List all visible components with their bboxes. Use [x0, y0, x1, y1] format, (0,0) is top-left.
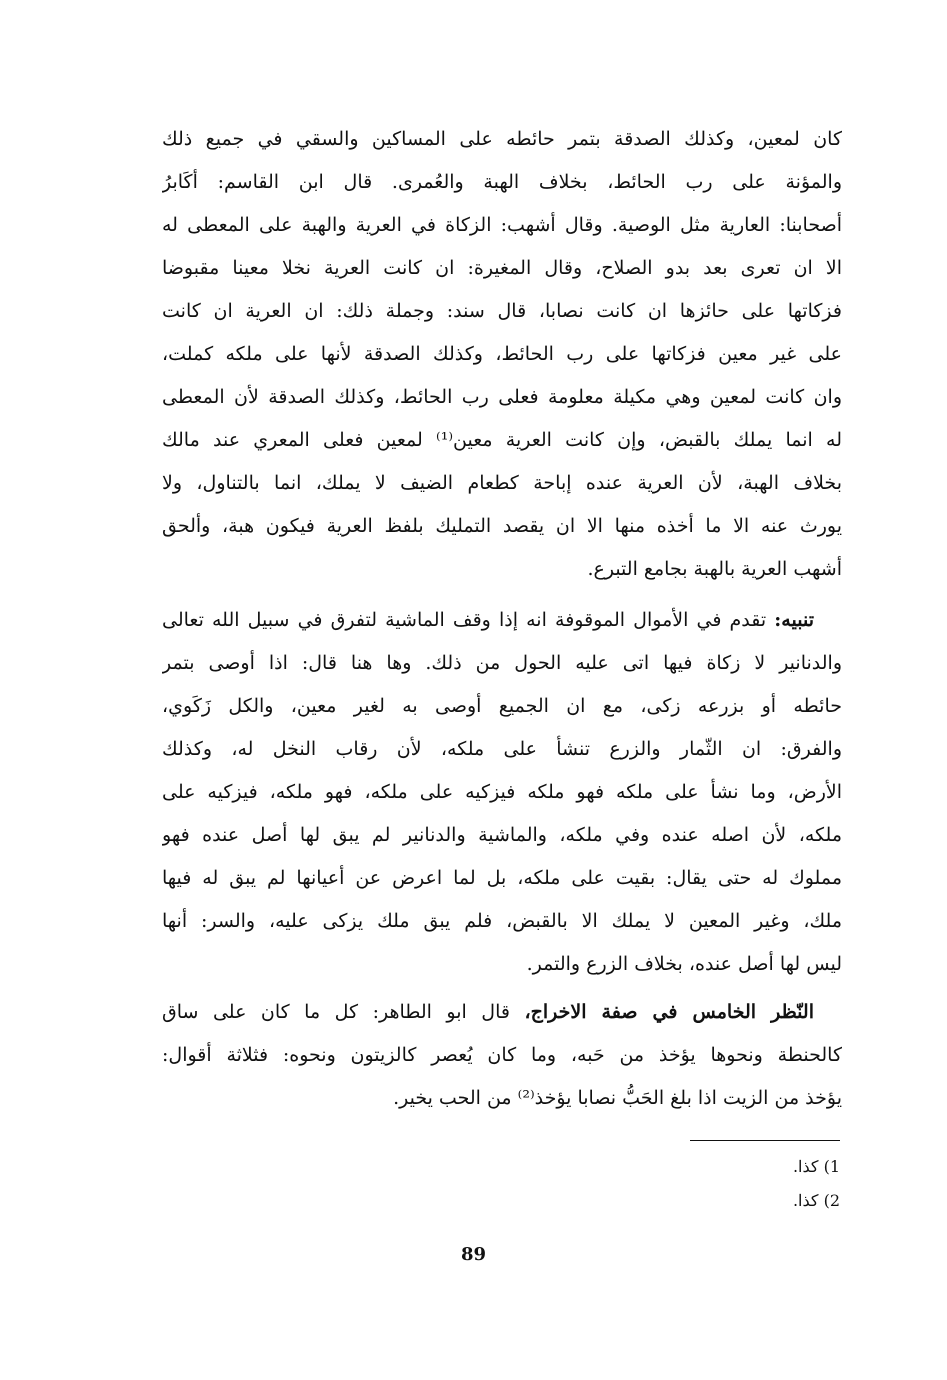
text-line	[162, 991, 842, 1034]
text-line: يورث عنه الا ما أخذه منها الا ان يقصد التمليك بلفظ العرية فيكون هبة، وألحق	[162, 515, 842, 537]
paragraph-2	[162, 599, 842, 986]
footnote-divider	[690, 1140, 840, 1141]
text-line: فزكاتها على حائزها ان كانت نصابا، قال سند: وجملة ذلك: ان العرية ان كانت	[162, 300, 842, 322]
section-heading: النّظر الخامس في صفة الاخراج،	[524, 1001, 814, 1023]
text-line	[162, 599, 842, 642]
paragraph-lead: تنبيه:	[774, 609, 814, 631]
text-line: والدنانير لا زكاة فيها اتى عليه الحول من ذلك. وها هنا قال: اذا أوصى بتمر	[162, 652, 842, 674]
text-line: ليس لها أصل عنده، بخلاف الزرع والتمر.	[526, 953, 842, 975]
text-line: بخلاف الهبة، لأن العرية عنده إباحة كطعام الضيف لا يملك، انما بالتناول، ولا	[162, 472, 842, 494]
paragraph-1	[162, 118, 842, 591]
text-line: ملك، وغير المعين لا يملك الا بالقبض، فلم يبق ملك يزكى عليه، والسر: أنها	[162, 910, 842, 932]
text-line: كالحنطة ونحوها يؤخذ من حَبه، وما كان يُعصر كالزيتون ونحوه: فثلاثة أقوال:	[162, 1044, 842, 1066]
text-line-rest: قال ابو الطاهر: كل ما كان على ساق	[162, 1001, 525, 1023]
text-line: له انما يملك بالقبض، وإن كانت العرية معين⁽¹⁾ لمعين فعلى المعري عند مالك	[162, 429, 842, 451]
text-line: الا ان تعرى بعد بدو الصلاح، وقال المغيرة: ان كانت العرية نخلا معينا مقبوضا	[162, 257, 842, 279]
footnotes	[600, 1150, 840, 1218]
text-line: يؤخذ من الزيت اذا بلغ الحَبُّ نصابا يؤخذ⁽²⁾ من الحب يخير.	[393, 1087, 842, 1109]
paragraph-3	[162, 991, 842, 1120]
text-line: على غير معين فزكاتها على رب الحائط، وكذلك الصدقة لأنها على ملكه كملت،	[162, 343, 842, 365]
text-line: ملكه، لأن اصله عنده وفي ملكه، والماشية والدنانير لم يبق لها أصل عنده فهو	[162, 824, 842, 846]
footnote-1: 1) كذا.	[792, 1157, 840, 1176]
footnote-2: 2) كذا.	[792, 1191, 840, 1210]
page-number: 89	[460, 1244, 487, 1265]
text-line: الأرض، وما نشأ على ملكه فهو ملكه فيزكيه على ملكه، فهو ملكه، فيزكيه على	[162, 781, 842, 803]
text-line: حائطه أو بزرعه زكى، مع ان الجميع أوصى به لغير معين، والكل زَكَوي،	[162, 695, 842, 717]
text-line: كان لمعين، وكذلك الصدقة بتمر حائطه على المساكين والسقي في جميع ذلك	[162, 128, 842, 150]
text-line: والفرق: ان الثّمار والزرع تنشأ على ملكه، لأن رقاب النخل له، وكذلك	[162, 738, 842, 760]
text-line-rest: تقدم في الأموال الموقوفة انه إذا وقف الماشية لتفرق في سبيل الله تعالى	[162, 609, 775, 631]
text-line: أصحابنا: العارية مثل الوصية. وقال أشهب: الزكاة في العرية والهبة على المعطى له	[162, 214, 842, 236]
text-line: وان كانت لمعين وهي مكيلة معلومة فعلى رب الحائط، وكذلك الصدقة لأن المعطى	[162, 386, 842, 408]
text-line: مملوك له حتى يقال: بقيت على ملكه، بل لما اعرض عن أعيانها لم يبق له فيها	[162, 867, 842, 889]
text-line: أشهب العرية بالهبة بجامع التبرع.	[587, 558, 842, 580]
text-line: والمؤنة على رب الحائط، بخلاف الهبة والعُمرى. قال ابن القاسم: أكَابرُ	[162, 171, 842, 193]
